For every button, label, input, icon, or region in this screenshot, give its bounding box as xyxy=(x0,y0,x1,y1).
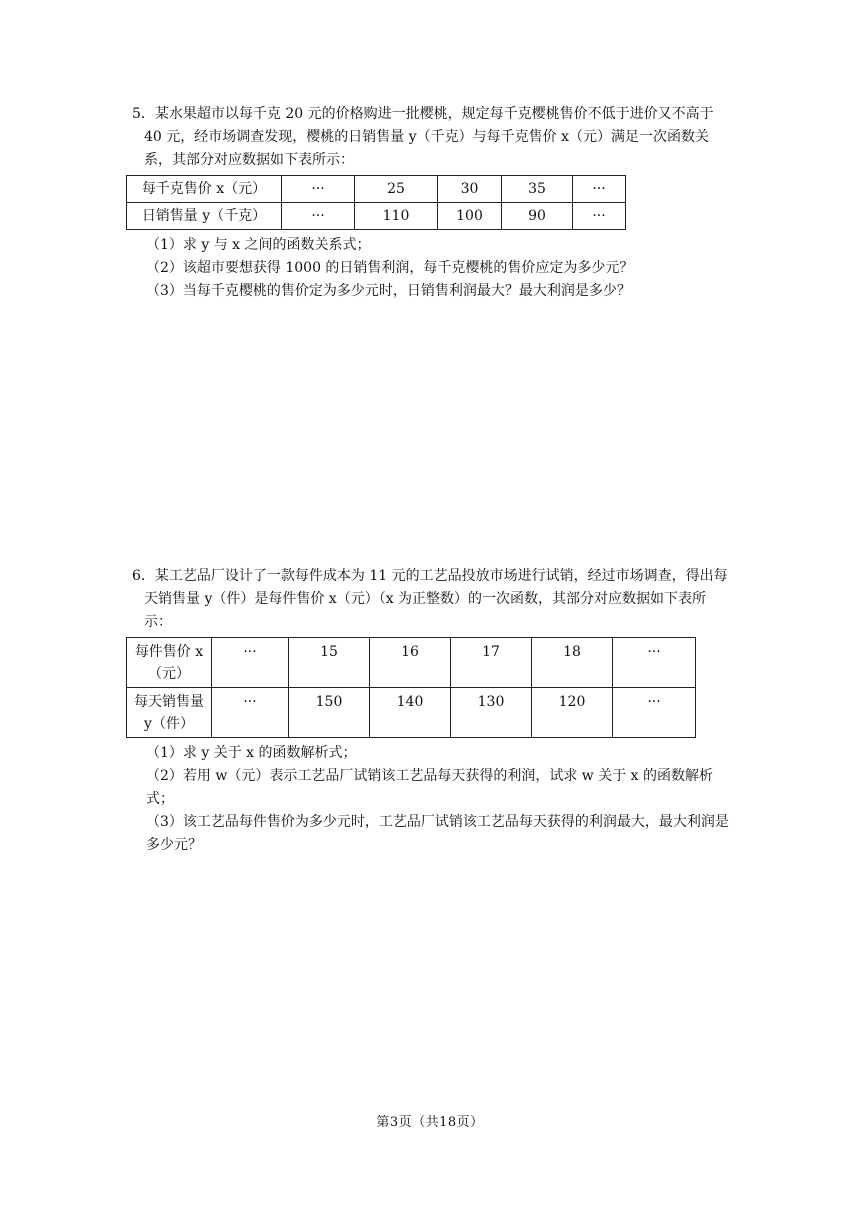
table-cell: 每天销售量 y（件） xyxy=(127,688,212,738)
table-cell: 35 xyxy=(502,176,573,203)
problem-5-question-1: （1）求 y 与 x 之间的函数关系式； xyxy=(146,237,371,253)
page-footer: 第3页（共18页） xyxy=(376,1115,484,1130)
table-row xyxy=(127,203,626,230)
table-cell: 30 xyxy=(438,176,502,203)
problem-6 xyxy=(132,565,732,857)
table-cell: 日销售量 y（千克） xyxy=(127,203,282,230)
table-cell: 150 xyxy=(289,688,370,738)
table-cell: 25 xyxy=(355,176,438,203)
problem-6-question-1: （1）求 y 关于 x 的函数解析式； xyxy=(146,745,357,761)
table-row xyxy=(127,638,696,688)
problem-6-stem: 6．某工艺品厂设计了一款每件成本为 11 元的工艺品投放市场进行试销，经过市场调查，得出每天销售量 y（件）是每件售价 x（元）（x 为正整数）的一次函数，其部分对应数据如下表所示： xyxy=(132,568,728,630)
table-cell: ··· xyxy=(613,638,696,688)
table-cell: 90 xyxy=(502,203,573,230)
table-cell: ··· xyxy=(282,203,355,230)
table-cell: ··· xyxy=(613,688,696,738)
table-cell: 130 xyxy=(451,688,532,738)
table-row xyxy=(127,688,696,738)
problem-5-question-3: （3）当每千克樱桃的售价定为多少元时，日销售利润最大？最大利润是多少？ xyxy=(146,283,631,299)
table-cell: 每千克售价 x（元） xyxy=(127,176,282,203)
table-cell: 140 xyxy=(370,688,451,738)
table-cell: 120 xyxy=(532,688,613,738)
table-cell: ··· xyxy=(282,176,355,203)
problem-6-question-2: （2）若用 w（元）表示工艺品厂试销该工艺品每天获得的利润，试求 w 关于 x 的函数解析式； xyxy=(146,768,714,807)
table-cell: ··· xyxy=(212,638,289,688)
problem-5-question-2: （2）该超市要想获得 1000 的日销售利润，每千克樱桃的售价应定为多少元？ xyxy=(146,260,634,276)
table-cell: ··· xyxy=(573,176,626,203)
table-cell: 100 xyxy=(438,203,502,230)
problem-6-question-3: （3）该工艺品每件售价为多少元时，工艺品厂试销该工艺品每天获得的利润最大，最大利润是多少元？ xyxy=(146,814,729,853)
problem-6-table xyxy=(126,637,696,738)
table-cell: 110 xyxy=(355,203,438,230)
problem-5-stem: 5．某水果超市以每千克 20 元的价格购进一批樱桃，规定每千克樱桃售价不低于进价又不高于 40 元，经市场调查发现，樱桃的日销售量 y（千克）与每千克售价 x（元）满足一次函数关系，其部分对应数据如下表所示： xyxy=(132,106,714,168)
problem-5 xyxy=(132,103,732,303)
table-cell: 16 xyxy=(370,638,451,688)
table-cell: 每件售价 x（元） xyxy=(127,638,212,688)
table-cell: 15 xyxy=(289,638,370,688)
problem-5-table xyxy=(126,175,626,230)
table-cell: ··· xyxy=(573,203,626,230)
table-cell: 17 xyxy=(451,638,532,688)
table-cell: 18 xyxy=(532,638,613,688)
table-row xyxy=(127,176,626,203)
table-cell: ··· xyxy=(212,688,289,738)
